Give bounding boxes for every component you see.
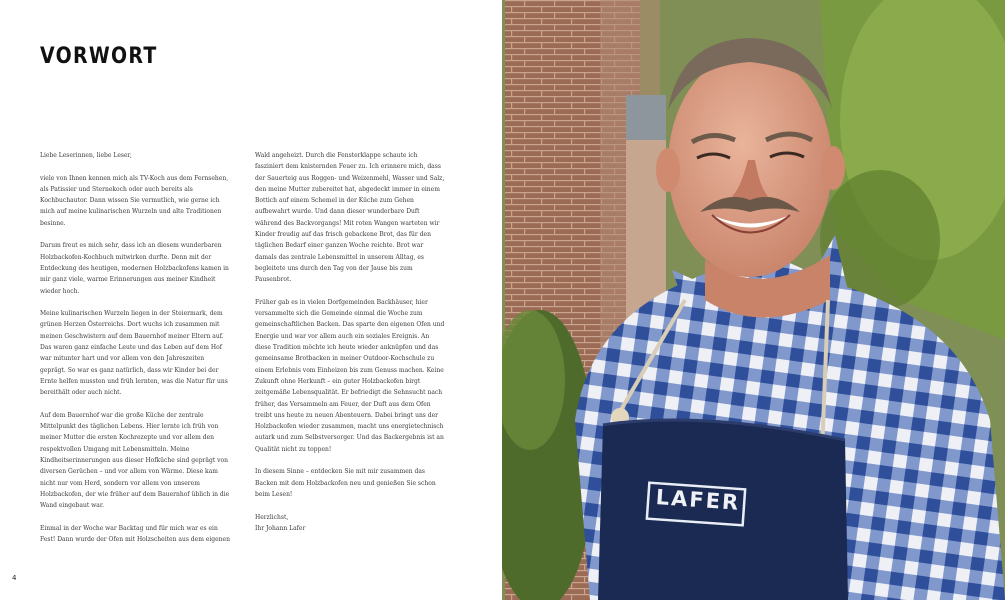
paragraph: Wald angeheizt. Durch die Fensterklappe schaute ich fasziniert dem knisternden Feuer zu. Ich erinnere mich, dass der Sauerteig aus Roggen- und Weizenmehl, Wasser und Salz, den meine Mutter zubereitet hat, abgedeckt immer in einem Bottich auf einem Schemel in der Küche zum Gehen aufbewahrt wurde. Und dann dieser wunderbare Duft während des Backvorgangs! Mit roten Wangen warteten wir Kinder freudig auf das frisch gebackene Brot, das für den täglichen Bedarf einer ganzen Woche reichte. Brot war damals das zentrale Lebensmittel in unserem Alltag, es begleitete uns durch den Tag von der Jause bis zum Pausenbrot. xyxy=(255,152,445,284)
page-number: 4 xyxy=(12,574,17,582)
paragraph: Darum freut es mich sehr, dass ich an diesem wunderbaren Holzbackofen-Kochbuch mitwirken durfte. Denn mit der Entdeckung des heutigen, modernen Holzbackofens kamen in mir ganz viele, warme Erinnerungen aus meiner Kindheit wieder hoch. xyxy=(40,242,229,295)
text-column-1 xyxy=(40,150,230,545)
salutation: Liebe Leserinnen, liebe Leser, xyxy=(40,152,132,159)
closing: Herzlichst, xyxy=(255,513,289,521)
left-page xyxy=(0,0,502,600)
text-column-2 xyxy=(255,150,445,534)
paragraph: Auf dem Bauernhof war die große Küche der zentrale Mittelpunkt des täglichen Lebens. Hier lernte ich früh von meiner Mutter die ersten Kochrezepte und vor allem den respektvollen Umgang mit Lebensmitteln. Meine Kindheitserinnerungen aus dieser Hofküche sind geprägt von diversen Gerüchen – und vor allem von Wärme. Diese kam nicht nur vom Herd, sondern vor allem von unserem Holzbackofen, der wie früher auf dem Bauernhof üblich in die Wand eingebaut war. xyxy=(40,411,230,510)
page-title: VORWORT xyxy=(40,44,158,69)
signature: Ihr Johann Lafer xyxy=(255,524,306,532)
apron-logo-text: LAFER xyxy=(655,485,741,515)
paragraph: Einmal in der Woche war Backtag und für mich war es ein Fest! Dann wurde der Ofen mit Holzscheiten aus dem eigenen xyxy=(40,524,230,544)
paragraph: Früher gab es in vielen Dorfgemeinden Backhäuser, hier versammelte sich die Gemeinde einmal die Woche zum gemeinschaftlichen Backen. Das sparte den eigenen Ofen und Energie und war vor allem auch ein soziales Ereignis. An diese Tradition möchte ich heute wieder anknüpfen und das gemeinsame Brotbacken in meiner Outdoor-Kochschule zu einem Erlebnis vom Einheizen bis zum Genuss machen. Keine Zukunft ohne Herkunft – ein guter Holzbackofen birgt zeitgemäße Lebensqualität. Er befriedigt die Sehnsucht nach früher, das Versammeln am Feuer, der Duft aus dem Ofen treibt uns heute zu neuen Abenteuern. Dabei bringt uns der Holzbackofen wieder zusammen, macht uns energietechnisch autark und zum Selbstversorger. Und das Backergebnis ist an Qualität nicht zu toppen! xyxy=(255,298,445,453)
paragraph: In diesem Sinne – entdecken Sie mit mir zusammen das Backen mit dem Holzbackofen neu und genießen Sie schon beim Lesen! xyxy=(255,468,436,498)
portrait-photo xyxy=(502,0,1005,600)
paragraph: viele von Ihnen kennen mich als TV-Koch aus dem Fernsehen, als Patissier und Sternekoch oder auch bereits als Kochbuchautor. Dann wissen Sie vermutlich, wie gerne ich mich auf meine kulinarischen Wurzeln und alte Traditionen besinne. xyxy=(40,174,229,227)
paragraph: Meine kulinarischen Wurzeln liegen in der Steiermark, dem grünen Herzen Österreichs. Dort wuchs ich zusammen mit meinen Geschwistern auf dem Bauernhof meiner Eltern auf. Das waren ganz einfache Leute und das Leben auf dem Hof war mitunter hart und vor allem von den Jahreszeiten geprägt. So war es ganz natürlich, dass wir Kinder bei der Ernte helfen mussten und früh lernten, was die Natur für uns bereithält oder auch nicht. xyxy=(40,310,228,397)
photo-page xyxy=(502,0,1005,600)
